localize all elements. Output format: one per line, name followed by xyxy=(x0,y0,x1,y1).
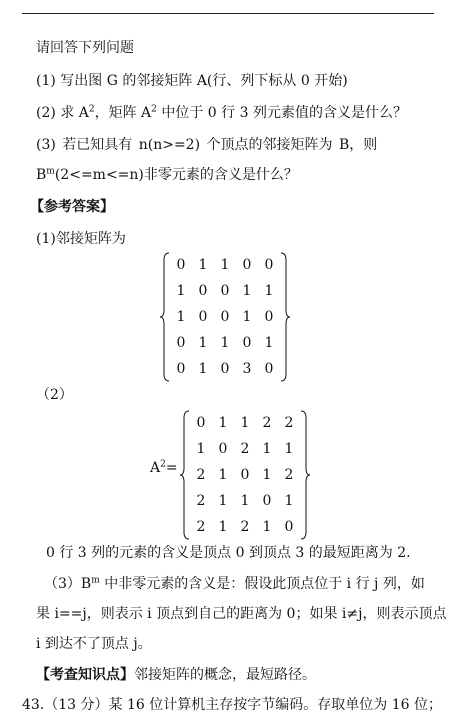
matrix-a2-cell-r3-c1: 1 xyxy=(218,493,228,509)
matrix-a2-cell-r2-c4: 2 xyxy=(284,467,294,483)
matrix-a-cell-r0-c3: 0 xyxy=(242,257,252,273)
answer-part-2-label: （2） xyxy=(36,387,73,403)
matrix-a-cell-r2-c3: 1 xyxy=(242,309,252,325)
matrix-a-cell-r2-c2: 0 xyxy=(220,309,230,325)
matrix-a-cell-r0-c0: 0 xyxy=(176,257,186,273)
a2-label-eq: = xyxy=(165,460,178,476)
matrix-a2-cell-r4-c2: 2 xyxy=(240,519,250,535)
matrix-a-cell-r3-c1: 1 xyxy=(198,335,208,351)
question-3-line-1: (3) 若已知具有 n(n>=2) 个顶点的邻接矩阵为 B，则 xyxy=(36,137,378,153)
matrix-a2-cell-r1-c0: 1 xyxy=(196,441,206,457)
matrix-a-cell-r1-c1: 0 xyxy=(198,283,208,299)
matrix-a2-cell-r4-c1: 1 xyxy=(218,519,228,535)
matrix-a-cell-r4-c4: 0 xyxy=(264,361,274,377)
question-3-sup-m: m xyxy=(46,166,55,177)
a2-label xyxy=(150,460,178,476)
matrix-a2-right-brace xyxy=(300,410,310,540)
matrix-a2-cell-r1-c3: 1 xyxy=(262,441,272,457)
question-2-part-a: (2) 求 A xyxy=(36,105,89,121)
matrix-a-cell-r2-c4: 0 xyxy=(264,309,274,325)
question-2-sup-2: 2 xyxy=(151,104,157,115)
answer-header: 【参考答案】 xyxy=(30,199,114,215)
matrix-a-cell-r0-c2: 1 xyxy=(220,257,230,273)
matrix-a2-cell-r3-c4: 1 xyxy=(284,493,294,509)
matrix-a-squared xyxy=(180,410,310,540)
a2-label-sup: 2 xyxy=(160,459,166,470)
matrix-a-cell-r3-c0: 0 xyxy=(176,335,186,351)
matrix-a-cell-r2-c1: 0 xyxy=(198,309,208,325)
matrix-a2-cell-r2-c0: 2 xyxy=(196,467,206,483)
matrix-a-cell-r0-c4: 0 xyxy=(264,257,274,273)
matrix-a2-cell-r0-c1: 1 xyxy=(218,415,228,431)
matrix-a2-cell-r0-c3: 2 xyxy=(262,415,272,431)
matrix-a2-cell-r4-c0: 2 xyxy=(196,519,206,535)
answer-part-2-text: 0 行 3 列的元素的含义是顶点 0 到顶点 3 的最短距离为 2. xyxy=(46,545,411,561)
answer-part-3-line-1-text: 中非零元素的含义是：假设此顶点位于 i 行 j 列，如 xyxy=(99,576,425,592)
question-prompt: 请回答下列问题 xyxy=(36,40,134,56)
matrix-a2-cell-r4-c4: 0 xyxy=(284,519,294,535)
matrix-a-grid xyxy=(170,252,280,382)
matrix-a2-cell-r3-c2: 1 xyxy=(240,493,250,509)
matrix-a2-cell-r0-c0: 0 xyxy=(196,415,206,431)
answer-part-3-sup-m: m xyxy=(91,575,100,586)
question-2-sup-1: 2 xyxy=(88,104,95,115)
matrix-a2-cell-r2-c3: 1 xyxy=(262,467,272,483)
answer-part-3-line-3: i 到达不了顶点 j。 xyxy=(36,636,152,652)
question-3-line-2 xyxy=(36,166,298,184)
matrix-a-right-brace xyxy=(280,252,290,382)
matrix-a2-cell-r0-c2: 1 xyxy=(240,415,250,431)
matrix-a2-left-brace xyxy=(180,410,190,540)
matrix-a-cell-r4-c2: 0 xyxy=(220,361,230,377)
matrix-a2-cell-r3-c3: 0 xyxy=(262,493,272,509)
matrix-a-cell-r3-c4: 1 xyxy=(264,335,274,351)
answer-part-3-b: （3）B xyxy=(44,576,92,592)
matrix-a-cell-r0-c1: 1 xyxy=(198,257,208,273)
matrix-a-left-brace xyxy=(160,252,170,382)
a2-label-base: A xyxy=(150,460,161,476)
matrix-a-cell-r4-c0: 0 xyxy=(176,361,186,377)
matrix-a-cell-r2-c0: 1 xyxy=(176,309,186,325)
matrix-a-cell-r3-c2: 1 xyxy=(220,335,230,351)
matrix-a2-cell-r1-c2: 2 xyxy=(240,441,250,457)
question-2-part-b: ，矩阵 A xyxy=(94,105,152,121)
question-2-part-c: 中位于 0 行 3 列元素值的含义是什么？ xyxy=(156,105,407,121)
header-rule xyxy=(22,13,434,14)
matrix-a2-cell-r3-c0: 2 xyxy=(196,493,206,509)
question-3-line-2-text: (2<=m<=n)非零元素的含义是什么？ xyxy=(54,167,298,183)
knowledge-point xyxy=(36,666,316,684)
matrix-a2-cell-r2-c2: 0 xyxy=(240,467,250,483)
knowledge-text: 邻接矩阵的概念，最短路径。 xyxy=(134,667,316,683)
knowledge-header: 【考查知识点】 xyxy=(36,667,134,683)
matrix-a-cell-r1-c2: 0 xyxy=(220,283,230,299)
matrix-a-cell-r4-c1: 1 xyxy=(198,361,208,377)
next-question: 43.（13 分）某 16 位计算机主存按字节编码。存取单位为 16 位； xyxy=(22,697,442,713)
question-1: (1) 写出图 G 的邻接矩阵 A(行、列下标从 0 开始) xyxy=(36,73,348,89)
matrix-a2-cell-r0-c4: 2 xyxy=(284,415,294,431)
matrix-a2-cell-r1-c1: 0 xyxy=(218,441,228,457)
matrix-a-cell-r3-c3: 0 xyxy=(242,335,252,351)
answer-part-3-line-2: 果 i==j，则表示 i 顶点到自己的距离为 0；如果 i≠j，则表示顶点 xyxy=(36,606,447,622)
matrix-a2-grid xyxy=(190,410,300,540)
matrix-a2-cell-r1-c4: 1 xyxy=(284,441,294,457)
matrix-a2-cell-r2-c1: 1 xyxy=(218,467,228,483)
matrix-a-cell-r4-c3: 3 xyxy=(242,361,252,377)
matrix-a-cell-r1-c3: 1 xyxy=(242,283,252,299)
matrix-a2-cell-r4-c3: 1 xyxy=(262,519,272,535)
question-3-b: B xyxy=(36,167,47,183)
answer-part-1-label: (1)邻接矩阵为 xyxy=(36,231,126,247)
answer-part-3-line-1 xyxy=(44,575,425,593)
matrix-a-cell-r1-c4: 1 xyxy=(264,283,274,299)
matrix-a-cell-r1-c0: 1 xyxy=(176,283,186,299)
question-2 xyxy=(36,104,407,122)
matrix-a xyxy=(160,252,290,382)
